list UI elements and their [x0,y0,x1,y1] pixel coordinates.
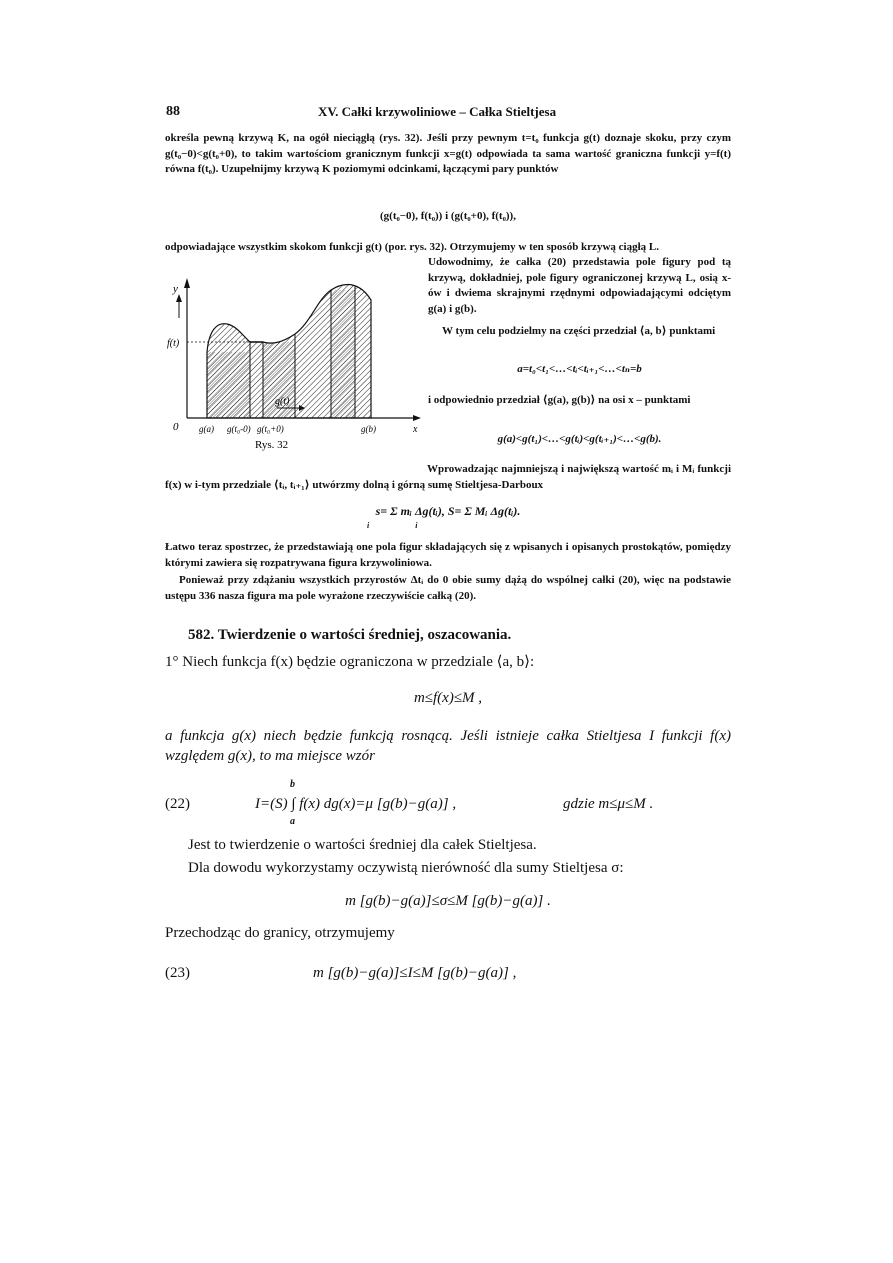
eq22-upper: b [290,779,295,790]
label-origin: 0 [173,421,179,433]
paragraph-2: odpowiadające wszystkim skokom funkcji g(t) (por. rys. 32). Otrzymujemy w ten sposób krzywą ciągłą L. [165,241,659,253]
text-limit: Przechodząc do granicy, otrzymujemy [165,925,395,941]
label-ft: f(t) [167,338,180,349]
label-x: x [413,424,418,435]
tick-gt0-minus: g(t₀-0) [227,424,251,434]
text-proof: Dla dowodu wykorzystamy oczywistą nierówność dla sumy Stieltjesa σ: [188,860,624,876]
inequality: m [g(b)−g(a)]≤σ≤M [g(b)−g(a)] . [345,893,551,909]
formula-points: a=t₀<t₁<…<tᵢ<tᵢ₊₁<…<tₙ=b [517,363,642,375]
eq22: I=(S) ∫ f(x) dg(x)=μ [g(b)−g(a)] , [255,796,457,812]
tick-gb: g(b) [361,424,376,434]
item-1b: a funkcja g(x) niech będzie funkcją rosnącą. Jeśli istnieje całka Stieltjesa I funkcji f(x) względem g(x), to ma miejsce wzór [165,728,731,764]
eq23-label: (23) [165,965,190,981]
eq23: m [g(b)−g(a)]≤I≤M [g(b)−g(a)] , [313,965,517,981]
label-gt: g(t) [275,396,290,407]
formula-sums: s= Σ mᵢ Δg(tᵢ), S= Σ Mᵢ Δg(tᵢ). [375,504,521,518]
paragraph-6: Wprowadzając najmniejszą i największą wartość mᵢ i Mᵢ funkcji f(x) w i-tym przedziale ⟨tᵢ, tᵢ₊₁⟩ utwórzmy dolną i górną sumę Stieltjesa-Darboux [165,463,731,491]
paragraph-1: określa pewną krzywą K, na ogół nieciągłą (rys. 32). Jeśli przy pewnym t=t₀ funkcja g(t) doznaje skoku, przy czym g(t₀−0)<g(t₀+0), to takim wartościom granicznym funkcji x=g(t) odpowiada ta sama wartość graniczna funkcji y=f(t) równa f(t₀). Uzupełnijmy krzywą K poziomymi odcinkami, łączącymi pary punktów [165,132,731,175]
text-theorem: Jest to twierdzenie o wartości średniej dla całek Stieltjesa. [188,837,537,853]
eq22-label: (22) [165,796,190,812]
paragraph-8: Ponieważ przy zdążaniu wszystkich przyrostów Δtᵢ do 0 obie sumy dążą do wspólnej całki (20), więc na podstawie ustępu 336 nasza figura ma pole wyrażone rzeczywiście całką (20). [165,574,731,602]
inscribed-rect-1 [207,352,250,418]
paragraph-3: Udowodnimy, że całka (20) przedstawia pole figury pod tą krzywą, dokładniej, pole figury ograniczonej krzywą L, osią x-ów i dwiema skrajnymi rzędnymi odpowiadającymi odciętym g(a) i g(b). [428,256,731,315]
figure-caption: Rys. 32 [255,439,289,451]
bound-formula: m≤f(x)≤M , [413,690,483,706]
formula-pairs: (g(t₀−0), f(t₀)) i (g(t₀+0), f(t₀)), [380,210,516,222]
tick-ga: g(a) [199,424,214,434]
x-axis-arrow [413,415,421,421]
y-small-arrowhead [176,294,182,302]
formula-sums-index: i i [367,521,418,530]
inscribed-rect-3 [331,290,355,418]
paragraph-5: i odpowiednio przedział ⟨g(a), g(b)⟩ na osi x – punktami [428,394,691,406]
figure-rys-32 [165,270,425,455]
running-title: XV. Całki krzywoliniowe – Całka Stieltjesa [318,104,557,119]
paragraph-7: Łatwo teraz spostrzec, że przedstawiają one pola figur składających się z wpisanych i opisanych prostokątów, pomiędzy którymi zawiera się rozpatrywana figura krzywoliniowa. [165,541,731,569]
eq22-where: gdzie m≤μ≤M . [563,796,654,812]
label-y: y [173,283,178,295]
eq22-lower: a [290,816,295,827]
paragraph-4: W tym celu podzielmy na części przedział ⟨a, b⟩ punktami [442,325,716,337]
page-number: 88 [166,104,180,119]
y-axis-arrow [184,278,190,288]
tick-gt0-plus: g(t₀+0) [257,424,284,434]
section-heading: 582. Twierdzenie o wartości średniej, oszacowania. [188,627,512,643]
item-1: 1° Niech funkcja f(x) będzie ograniczona w przedziale ⟨a, b⟩: [165,654,535,670]
formula-gpoints: g(a)<g(t₁)<…<g(tᵢ)<g(tᵢ₊₁)<…<g(b). [497,433,662,445]
